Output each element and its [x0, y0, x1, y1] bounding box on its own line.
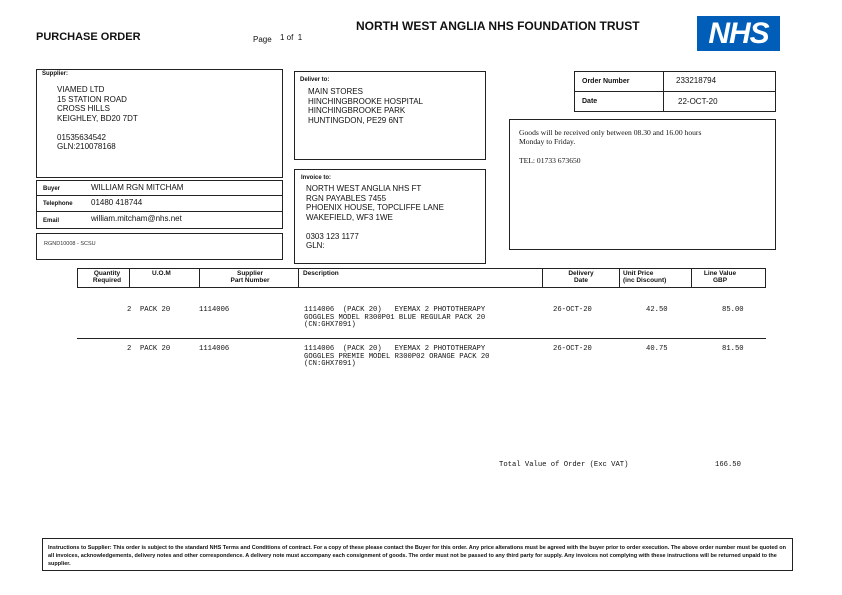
order-date: 22-OCT-20 [678, 97, 718, 106]
row-qty-uom: 2 PACK 20 [127, 306, 171, 314]
total-label: Total Value of Order (Exc VAT) [499, 461, 629, 469]
instructions-text: Instructions to Supplier: This order is subject to the standard NHS Terms and Conditions of contract. For a copy of these please contact the Buyer for this order. Any price alterations must be agreed with the buyer prior to order execution. The above order number must be quoted on all invoices, acknowledgements, delivery notes and other correspondence. A delivery note must accompany each consignment of goods. The order must not be passed to any third party for supply. Any invoices not complying with these instructions will be returned unpaid to the supplier. [48, 545, 787, 567]
supplier-address-line: VIAMED LTD [57, 85, 105, 94]
total-value: 166.50 [715, 461, 741, 469]
col-line-value: Line Value GBP [703, 270, 737, 284]
row-qty-uom: 2 PACK 20 [127, 345, 171, 353]
page-number: 1 of 1 [280, 33, 303, 42]
invoice-address-line: NORTH WEST ANGLIA NHS FT [306, 184, 422, 193]
invoice-address-line: 0303 123 1177 [306, 231, 359, 241]
supplier-address-line: 15 STATION ROAD [57, 94, 127, 104]
buyer-email: william.mitcham@nhs.net [91, 214, 182, 223]
supplier-box [36, 69, 283, 178]
supplier-label: Supplier: [42, 71, 69, 77]
deliver-address-line: MAIN STORES [308, 87, 363, 96]
invoice-address [306, 184, 444, 251]
buyer-row [36, 180, 283, 196]
col-uom: U.O.M [152, 270, 171, 277]
row-unit-price: 42.50 [646, 306, 668, 314]
invoice-address-line: PHOENIX HOUSE, TOPCLIFFE LANE [306, 203, 444, 212]
email-row [36, 212, 283, 229]
order-number-label: Order Number [582, 78, 630, 85]
invoice-address-line: WAKEFIELD, WF3 1WE [306, 212, 393, 222]
goods-note-text: Goods will be received only between 08.30 and 16.00 hours Monday to Friday. TEL: 01733 673650 [519, 128, 702, 166]
nhs-logo-text: NHS [708, 16, 769, 50]
supplier-address-line [57, 123, 138, 133]
order-number: 233218794 [676, 76, 717, 85]
deliver-address-line: HINCHINGBROOKE HOSPITAL [308, 96, 423, 106]
document-title: PURCHASE ORDER [36, 31, 141, 43]
goods-note-box [509, 119, 776, 250]
col-quantity: Quantity Required [92, 270, 122, 284]
row-description: 1114006 (PACK 20) EYEMAX 2 PHOTOTHERAPY GOGGLES PREMIE MODEL R300P02 ORANGE PACK 20 (CN:GHX7091) [304, 345, 490, 369]
deliver-address-line: HUNTINGDON, PE29 6NT [308, 115, 404, 125]
date-label: Date [582, 98, 598, 105]
buyer-name: WILLIAM RGN MITCHAM [91, 183, 184, 192]
delivery-address [308, 87, 423, 125]
invoice-to-label: Invoice to: [301, 175, 332, 181]
row-part-number: 1114006 [199, 345, 230, 353]
order-info-box [574, 71, 776, 112]
nhs-logo [697, 16, 780, 51]
row-part-number: 1114006 [199, 306, 230, 314]
col-unit-price: Unit Price (inc Discount) [623, 270, 667, 284]
row-delivery-date: 26-OCT-20 [553, 345, 592, 353]
row-delivery-date: 26-OCT-20 [553, 306, 592, 314]
deliver-address-line: HINCHINGBROOKE PARK [308, 106, 406, 115]
supplier-address-line: GLN:210078168 [57, 142, 116, 151]
row-description: 1114006 (PACK 20) EYEMAX 2 PHOTOTHERAPY GOGGLES MODEL R300P01 BLUE REGULAR PACK 20 (CN:GHX7091) [304, 306, 486, 330]
telephone-label: Telephone [43, 201, 73, 207]
invoice-to-box [294, 169, 486, 264]
supplier-address-line: KEIGHLEY, BD20 7DT [57, 113, 138, 123]
supplier-address-line: 01535634542 [57, 132, 106, 142]
telephone-row [36, 196, 283, 212]
row-divider [77, 338, 766, 339]
buyer-code-box [36, 233, 283, 260]
deliver-to-label: Deliver to: [300, 77, 330, 83]
invoice-address-line [306, 222, 444, 232]
invoice-address-line: GLN: [306, 241, 325, 250]
col-part-number: Supplier Part Number [230, 270, 270, 284]
row-line-value: 81.50 [722, 345, 744, 353]
email-label: Email [43, 218, 60, 224]
deliver-to-box [294, 71, 486, 160]
row-line-value: 85.00 [722, 306, 744, 314]
trust-name: NORTH WEST ANGLIA NHS FOUNDATION TRUST [356, 19, 640, 33]
invoice-address-line: RGN PAYABLES 7455 [306, 193, 387, 203]
instructions-box [42, 538, 793, 571]
supplier-address-line: CROSS HILLS [57, 104, 110, 113]
buyer-telephone: 01480 418744 [91, 198, 143, 207]
row-unit-price: 40.75 [646, 345, 668, 353]
table-header [77, 268, 766, 288]
col-delivery-date: Delivery Date [568, 270, 594, 284]
buyer-label: Buyer [43, 186, 61, 192]
buyer-code: RGND10008 - SCSU [44, 241, 96, 247]
page-label: Page [253, 35, 272, 44]
supplier-address [57, 85, 138, 152]
col-description: Description [303, 270, 339, 277]
